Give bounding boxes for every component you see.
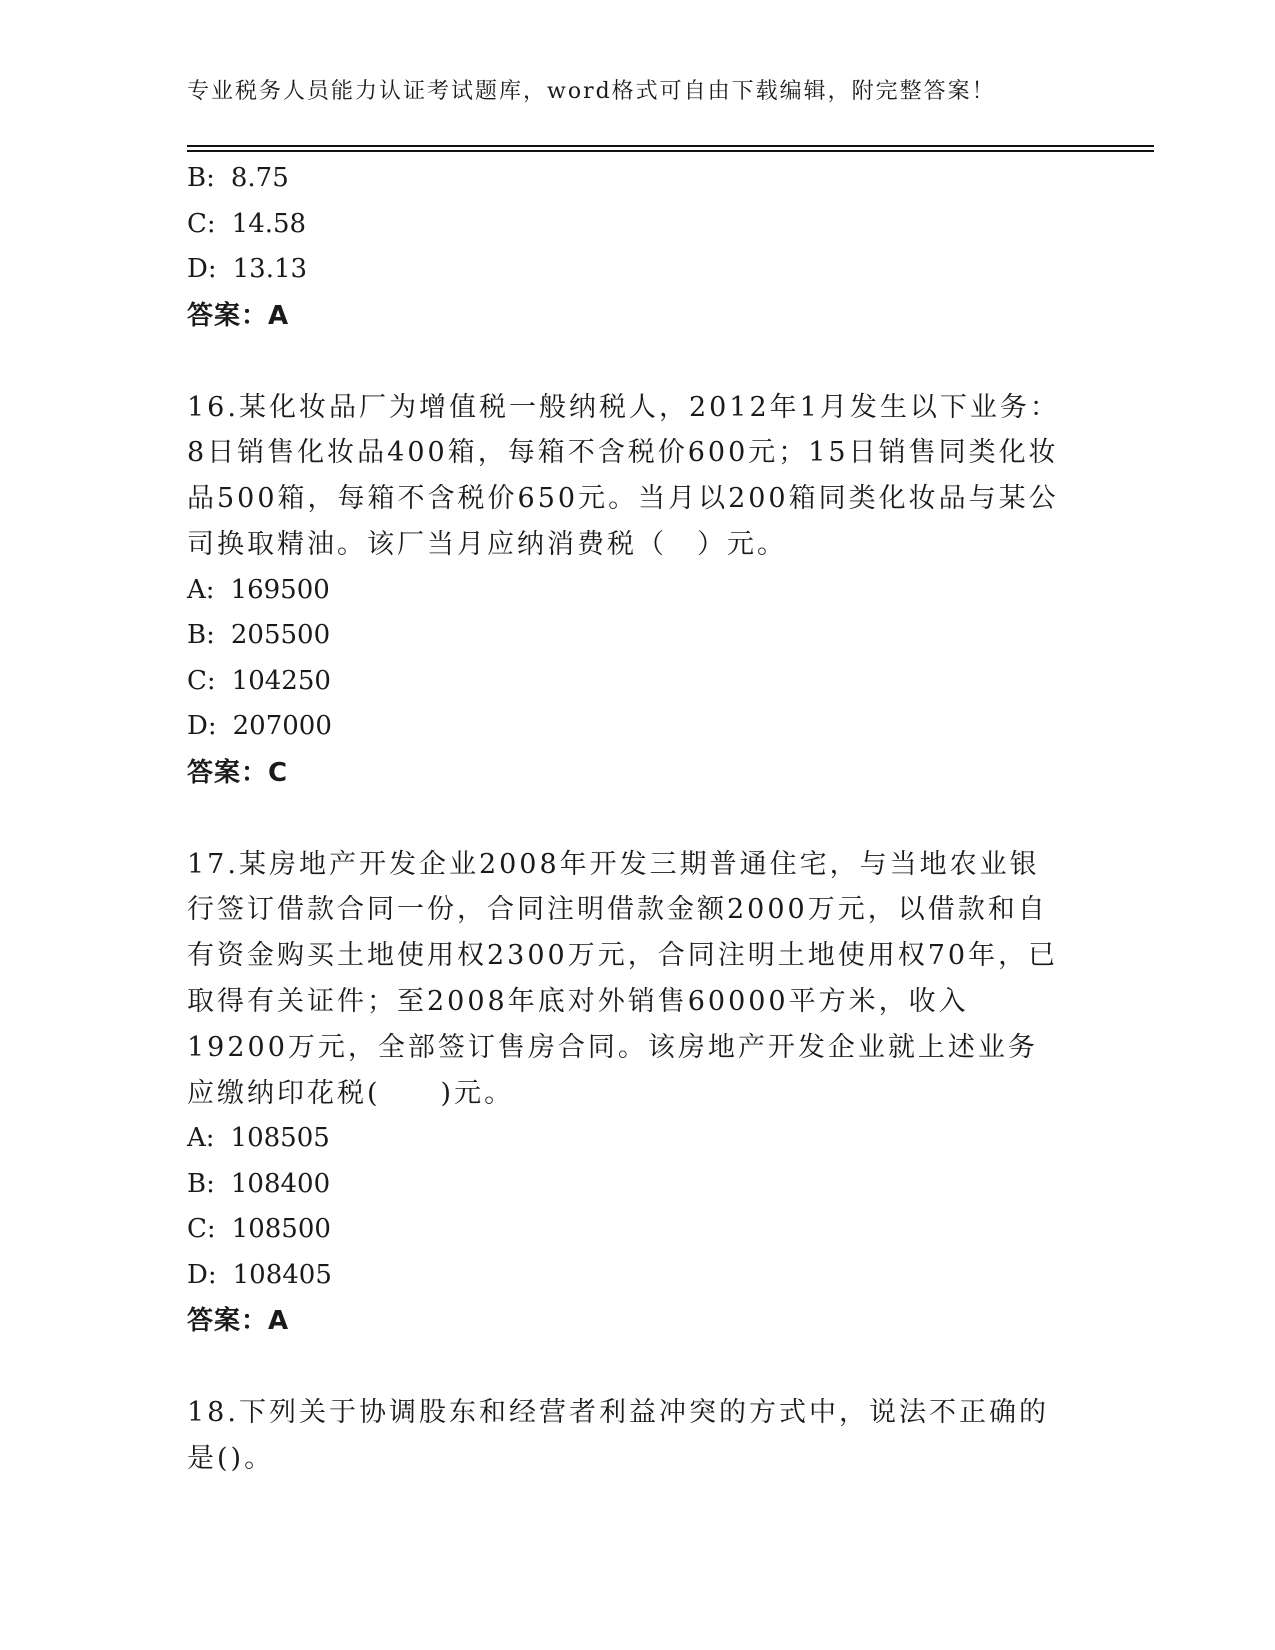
question-list	[187, 156, 1087, 1482]
option-letter: D:	[187, 711, 217, 742]
option-value: 108500	[231, 1214, 331, 1245]
question-stem: 16.某化妆品厂为增值税一般纳税人，2012年1月发生以下业务：8日销售化妆品400箱，每箱不含税价600元；15日销售同类化妆品500箱，每箱不含税价650元。当月以200箱同类化妆品与某公司换取精油。该厂当月应纳消费税（ ）元。	[187, 391, 1060, 560]
option-a	[187, 568, 1087, 614]
question-17	[187, 842, 1087, 1345]
header-rule-top	[187, 145, 1154, 147]
option-d	[187, 1253, 1087, 1299]
spacer	[187, 796, 1087, 842]
option-c	[187, 1207, 1087, 1253]
option-d	[187, 247, 1087, 293]
option-value: 104250	[231, 665, 331, 696]
question-stem: 17.某房地产开发企业2008年开发三期普通住宅，与当地农业银行签订借款合同一份，合同注明借款金额2000万元，以借款和自有资金购买土地使用权2300万元，合同注明土地使用权70年，已取得有关证件；至2008年底对外销售60000平方米，收入19200万元，全部签订售房合同。该房地产开发企业就上述业务应缴纳印花税( )元。	[187, 848, 1059, 1109]
option-letter: B:	[187, 163, 215, 193]
spacer	[187, 1344, 1087, 1390]
option-value: 108400	[230, 1168, 331, 1199]
option-c	[187, 202, 1087, 248]
option-letter: C:	[187, 665, 216, 696]
question-16	[187, 385, 1087, 796]
option-value: 8.75	[230, 163, 289, 193]
option-letter: C:	[187, 208, 216, 239]
option-value: 108405	[232, 1259, 332, 1290]
option-c	[187, 659, 1087, 705]
answer-line: 答案：C	[187, 757, 289, 788]
option-value: 14.58	[231, 208, 307, 239]
option-letter: A:	[187, 1123, 215, 1154]
option-letter: B:	[187, 1168, 215, 1199]
spacer	[187, 339, 1087, 385]
option-value: 205500	[230, 620, 331, 651]
answer-line: 答案：A	[187, 300, 290, 331]
option-b	[187, 156, 1087, 202]
option-d	[187, 704, 1087, 750]
question-15	[187, 156, 1087, 339]
option-letter: D:	[187, 1259, 217, 1290]
option-value: 108505	[230, 1123, 330, 1154]
option-letter: B:	[187, 620, 215, 651]
option-a	[187, 1116, 1087, 1162]
option-value: 169500	[230, 574, 330, 605]
question-18	[187, 1390, 1087, 1482]
option-b	[187, 613, 1087, 659]
question-stem: 18.下列关于协调股东和经营者利益冲突的方式中，说法不正确的是()。	[187, 1397, 1049, 1475]
option-letter: A:	[187, 574, 215, 605]
page-header: 专业税务人员能力认证考试题库，word格式可自由下载编辑，附完整答案！	[187, 79, 996, 104]
option-value: 207000	[232, 711, 332, 742]
option-letter: C:	[187, 1214, 216, 1245]
option-letter: D:	[187, 254, 217, 284]
answer-line: 答案：A	[187, 1306, 290, 1337]
header-rule-bottom	[187, 150, 1154, 152]
option-b	[187, 1162, 1087, 1208]
option-value: 13.13	[232, 254, 308, 284]
